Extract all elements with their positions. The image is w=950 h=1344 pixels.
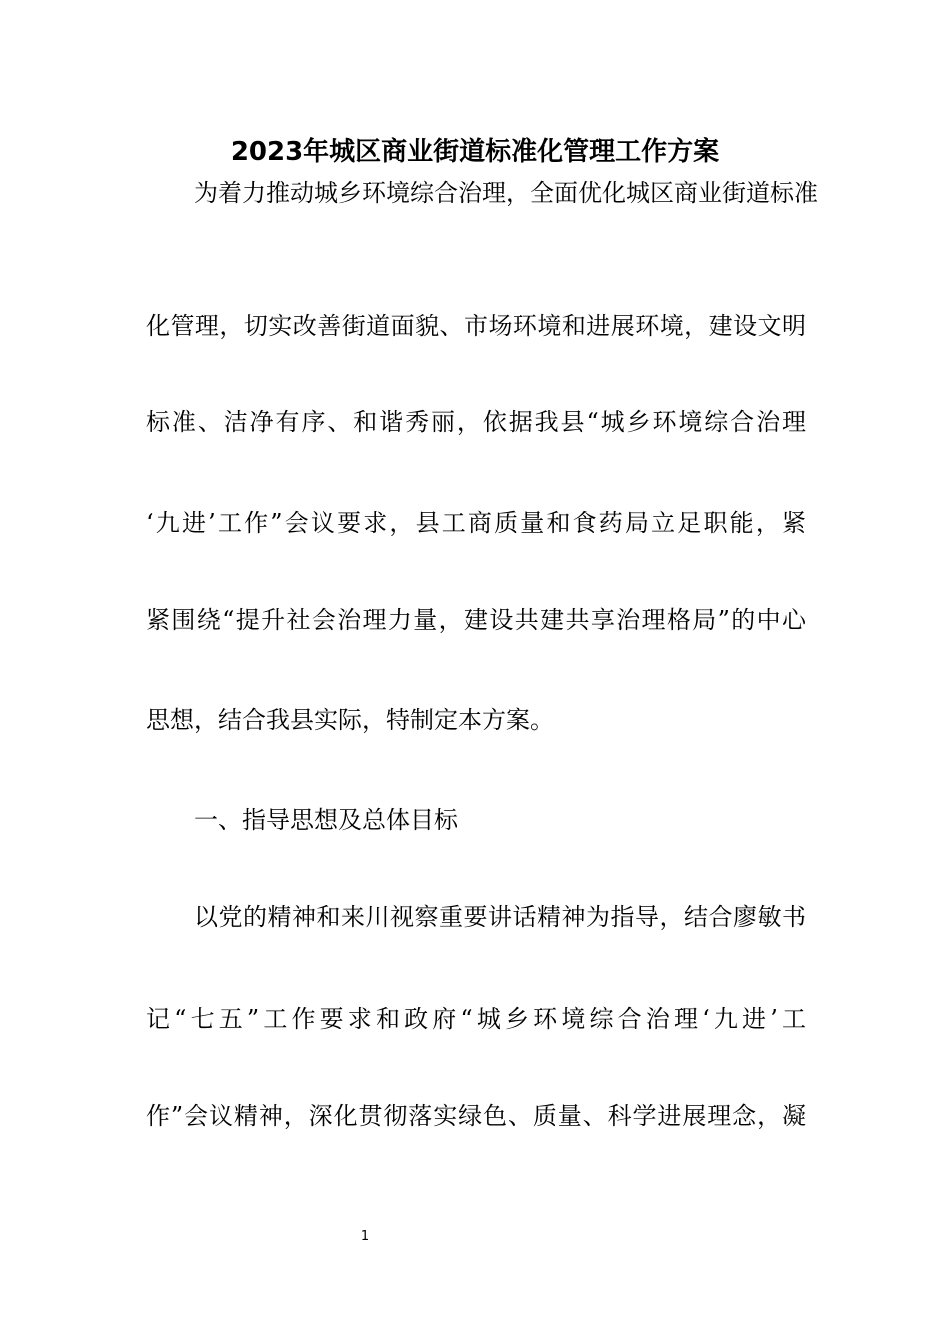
paragraph-line: 作”会议精神，深化贯彻落实绿色、质量、科学进展理念，凝	[146, 1102, 806, 1130]
document-title: 2023年城区商业街道标准化管理工作方案	[230, 137, 720, 167]
paragraph-line: 以党的精神和来川视察重要讲话精神为指导，结合廖敏书	[194, 903, 806, 931]
paragraph-line: 紧围绕“提升社会治理力量，建设共建共享治理格局”的中心	[146, 606, 806, 634]
paragraph-line: 记“七五”工作要求和政府“城乡环境综合治理‘九进’工	[146, 1005, 806, 1033]
paragraph-line: 标准、洁净有序、和谐秀丽，依据我县“城乡环境综合治理	[146, 408, 806, 436]
paragraph-line: ‘九进’工作”会议要求，县工商质量和食药局立足职能，紧	[146, 509, 806, 537]
section-heading: 一、指导思想及总体目标	[194, 806, 458, 834]
paragraph-line: 化管理，切实改善街道面貌、市场环境和进展环境，建设文明	[146, 312, 806, 340]
paragraph-line: 为着力推动城乡环境综合治理，全面优化城区商业街道标准	[194, 179, 818, 207]
paragraph-line: 思想，结合我县实际，特制定本方案。	[146, 706, 554, 734]
page-number: 1	[360, 1229, 370, 1244]
